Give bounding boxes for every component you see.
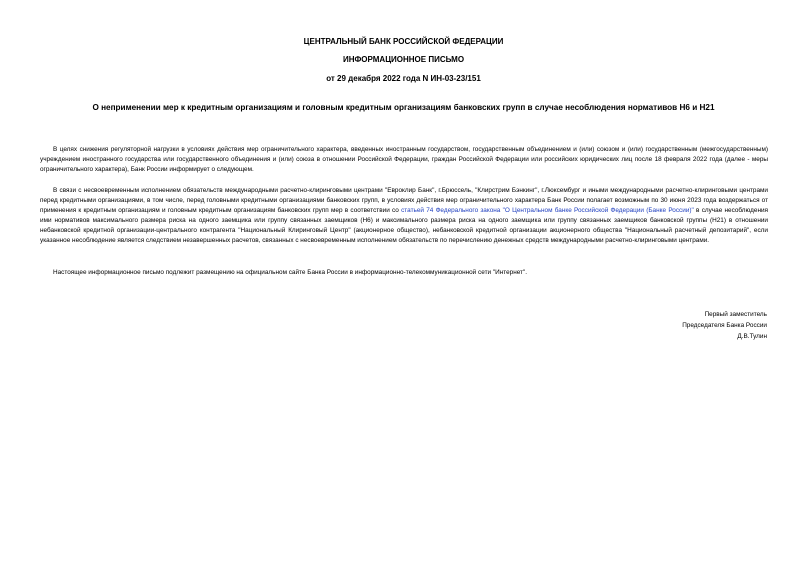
signatory-position-line1: Первый заместитель bbox=[704, 311, 767, 318]
signatory-name: Д.В.Тулин bbox=[737, 333, 767, 340]
paragraph-3: Настоящее информационное письмо подлежит размещению на официальном сайте Банка России в информационно-телекоммуникационной сети "Интернет". bbox=[53, 269, 528, 276]
document-date-number: от 29 декабря 2022 года N ИН-03-23/151 bbox=[326, 74, 481, 83]
issuer-title: ЦЕНТРАЛЬНЫЙ БАНК РОССИЙСКОЙ ФЕДЕРАЦИИ bbox=[303, 37, 504, 46]
law-article-link[interactable]: статьей 74 Федерального закона "О Центральном банке Российской Федерации (Банке России)" bbox=[401, 207, 694, 214]
signatory-position-line2: Председателя Банка России bbox=[682, 322, 767, 329]
paragraph-2-text-start: В связи с несвоевременным исполнением обязательств международными расчетно-клиринговыми центрами "Евроклир Банк", г.Брюссель, "Клирстрим Бэнкинг", г.Люксембург и иными международными расчетно-клиринговыми центрами перед кредитными организациями, в том числе, перед головными кредитными организациями банковских групп, в условиях действия мер ограничительного характера Банк России полагает возможным по 30 июня 2023 года воздержаться от применения к кредитным организациям и головным кредитным организациям банковских групп мер в соответствии со bbox=[40, 187, 768, 214]
document-type: ИНФОРМАЦИОННОЕ ПИСЬМО bbox=[342, 55, 465, 64]
paragraph-2-text-end: в случае несоблюдения ими нормативов максимального размера риска на одного заемщика или группу связанных заемщиков (Н6) и максимального размера риска на одного заемщика или группу связанных заемщиков банковской группы (Н21) в отношении небанковской кредитной организации-центрального контрагента "Национальный Клиринговый Центр" (акционерное общество), небанковской кредитной организации акционерного общества "Национальный расчетный депозитарий", если указанное несоблюдение является следствием незавершенных расчетов, связанных с несвоевременным исполнением обязательств по перечислению денежных средств международными расчетно-клиринговыми центрами. bbox=[40, 207, 769, 244]
paragraph-1: В целях снижения регуляторной нагрузки в условиях действия мер ограничительного характера, введенных иностранным государством, государственным объединением и (или) союзом и (или) государственным (межгосударственным) учреждением иностранного государства или государственного объединения и (или) союза в отношении Российской Федерации, граждан Российской Федерации или российских юридических лиц после 18 февраля 2022 года (далее - меры ограничительного характера), Банк России информирует о следующем. bbox=[40, 146, 768, 173]
paragraph-2 bbox=[40, 186, 768, 246]
document-subject: О неприменении мер к кредитным организациям и головным кредитным организациям банковских групп в случае несоблюдения нормативов Н6 и Н21 bbox=[92, 103, 715, 112]
